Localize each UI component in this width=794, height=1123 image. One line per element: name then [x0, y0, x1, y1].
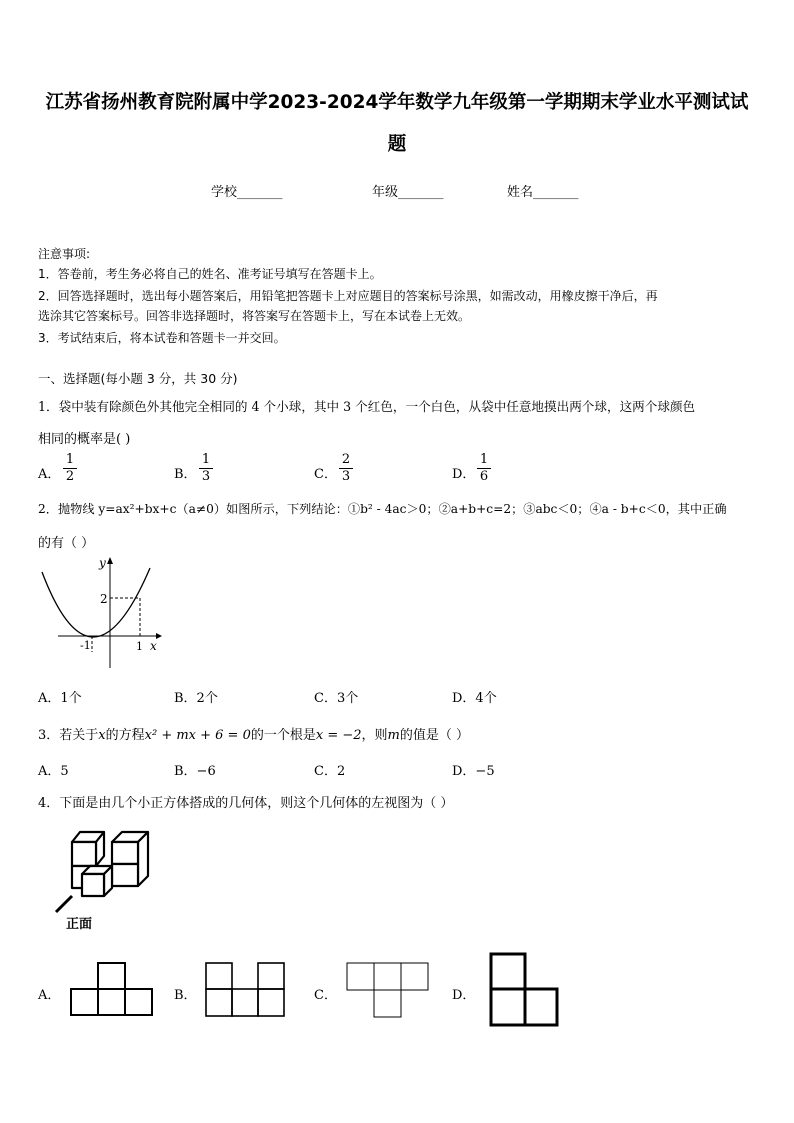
q3-equation: x² + mx + 6 = 0	[144, 728, 251, 743]
grade-field: 年级_______	[372, 185, 444, 200]
q4-stem: 4．下面是由几个小正方体搭成的几何体，则这个几何体的左视图为（ ）	[38, 796, 454, 811]
school-field: 学校_______	[211, 185, 283, 200]
q3-stem	[38, 724, 469, 743]
q1-b-den: 3	[201, 469, 211, 484]
q1-stem-line2: 相同的概率是( )	[38, 432, 131, 447]
parabola-curve	[42, 568, 150, 637]
note-item-2: 2．回答选择题时，选出每小题答案后，用铅笔把答题卡上对应题目的答案标号涂黑，如需改动，用橡皮擦干净后，再	[38, 289, 658, 303]
q1-option-a-letter: A．	[38, 467, 61, 482]
d-top	[491, 954, 525, 989]
q3-text-3: 的一个根是	[250, 728, 316, 743]
q1-stem-line1: 1．袋中装有除颜色外其他完全相同的 4 个小球，其中 3 个红色，一个白色，从袋中任意地摸出两个球，这两个球颜色	[38, 399, 696, 414]
q4-option-c-figure	[346, 962, 430, 1018]
note-item-1: 1．答卷前，考生务必将自己的姓名、准考证号填写在答题卡上。	[38, 267, 382, 281]
front-label: 正面	[66, 917, 93, 932]
q2-stem-line2: 的有（ ）	[38, 536, 95, 551]
note-item-3: 3．考试结束后，将本试卷和答题卡一并交回。	[38, 331, 286, 345]
x-axis-arrow	[156, 633, 162, 639]
cube-right-front-bottom	[112, 864, 138, 886]
c-top-mid	[374, 963, 401, 990]
note-item-2b: 选涂其它答案标号。回答非选择题时，将答案写在答题卡上，写在本试卷上无效。	[38, 309, 471, 323]
a-top-square	[98, 963, 125, 989]
d-bottom-right	[525, 989, 557, 1025]
b-top-right	[258, 963, 284, 989]
cube-right-side-face	[138, 832, 148, 886]
q1-c-num: 2	[339, 452, 353, 469]
q2-option-b: B．2个	[174, 691, 218, 706]
q4-option-d-letter: D．	[452, 988, 476, 1003]
label-one: 1	[136, 640, 143, 653]
q3-option-d: D．−5	[452, 764, 495, 779]
q1-a-num: 1	[63, 452, 77, 469]
page-title-line1: 江苏省扬州教育院附属中学2023-2024学年数学九年级第一学期期末学业水平测试试	[45, 92, 749, 113]
q1-option-b-fraction	[199, 452, 213, 485]
q2-option-c: C．3个	[314, 691, 359, 706]
q3-root: x = −2	[315, 728, 362, 743]
q1-d-num: 1	[477, 452, 491, 469]
q4-option-b-figure	[205, 962, 287, 1018]
y-axis-label: y	[99, 556, 106, 570]
page-title-line2: 题	[387, 134, 407, 155]
q3-var-x: x	[98, 728, 106, 743]
q3-text-4: ，则	[361, 728, 388, 743]
name-field: 姓名_______	[507, 185, 579, 200]
a-bottom-mid	[98, 989, 125, 1015]
q3-text-2: 的方程	[105, 728, 145, 743]
label-two: 2	[100, 592, 108, 606]
q2-option-d: D．4个	[452, 691, 497, 706]
q1-option-d-fraction	[477, 452, 491, 485]
a-bottom-right	[125, 989, 152, 1015]
notes-heading: 注意事项:	[38, 247, 91, 261]
q4-cube-figure	[50, 826, 160, 916]
d-bottom-left	[491, 989, 525, 1025]
a-bottom-left	[71, 989, 98, 1015]
b-top-left	[206, 963, 232, 989]
q3-option-c: C．2	[314, 764, 346, 779]
q1-d-den: 6	[479, 469, 489, 484]
q1-option-c-letter: C．	[314, 467, 337, 482]
cube-left-front-top	[72, 842, 96, 866]
q4-option-b-letter: B．	[174, 988, 197, 1003]
cube-front-front-face	[82, 874, 104, 896]
cube-right-front-top	[112, 842, 138, 864]
b-bottom-right	[258, 989, 284, 1016]
section-heading: 一、选择题(每小题 3 分，共 30 分)	[38, 371, 238, 386]
q4-option-a-letter: A．	[38, 988, 61, 1003]
q3-option-b: B．−6	[174, 764, 216, 779]
c-bottom-mid	[374, 990, 401, 1017]
b-bottom-mid	[232, 989, 258, 1016]
q1-a-den: 2	[65, 469, 75, 484]
q3-text-5: 的值是（ ）	[399, 728, 470, 743]
q1-option-d-letter: D．	[452, 467, 476, 482]
q1-option-b-letter: B．	[174, 467, 197, 482]
y-axis-arrow	[107, 557, 113, 564]
q1-option-c-fraction	[339, 452, 353, 485]
x-axis-label: x	[150, 639, 157, 653]
q3-text-1: 3．若关于	[38, 728, 99, 743]
label-neg1: -1	[80, 639, 91, 652]
front-direction-arrow	[56, 896, 72, 912]
c-top-right	[401, 963, 428, 990]
q1-c-den: 3	[341, 469, 351, 484]
q2-parabola-graph	[36, 556, 166, 672]
q2-stem-line1: 2．抛物线 y=ax²+bx+c（a≠0）如图所示，下列结论：①b² - 4ac＞0；②a+b+c=2；③abc＜0；④a - b+c＜0，其中正确	[38, 502, 727, 516]
b-bottom-left	[206, 989, 232, 1016]
q3-option-a: A．5	[38, 764, 69, 779]
q1-option-a-fraction	[63, 452, 77, 485]
q1-b-num: 1	[199, 452, 213, 469]
q4-option-c-letter: C．	[314, 988, 337, 1003]
q3-var-m: m	[387, 728, 400, 743]
q2-option-a: A．1个	[38, 691, 82, 706]
q4-option-a-figure	[70, 962, 154, 1018]
q4-option-d-figure	[489, 952, 561, 1028]
c-top-left	[347, 963, 374, 990]
